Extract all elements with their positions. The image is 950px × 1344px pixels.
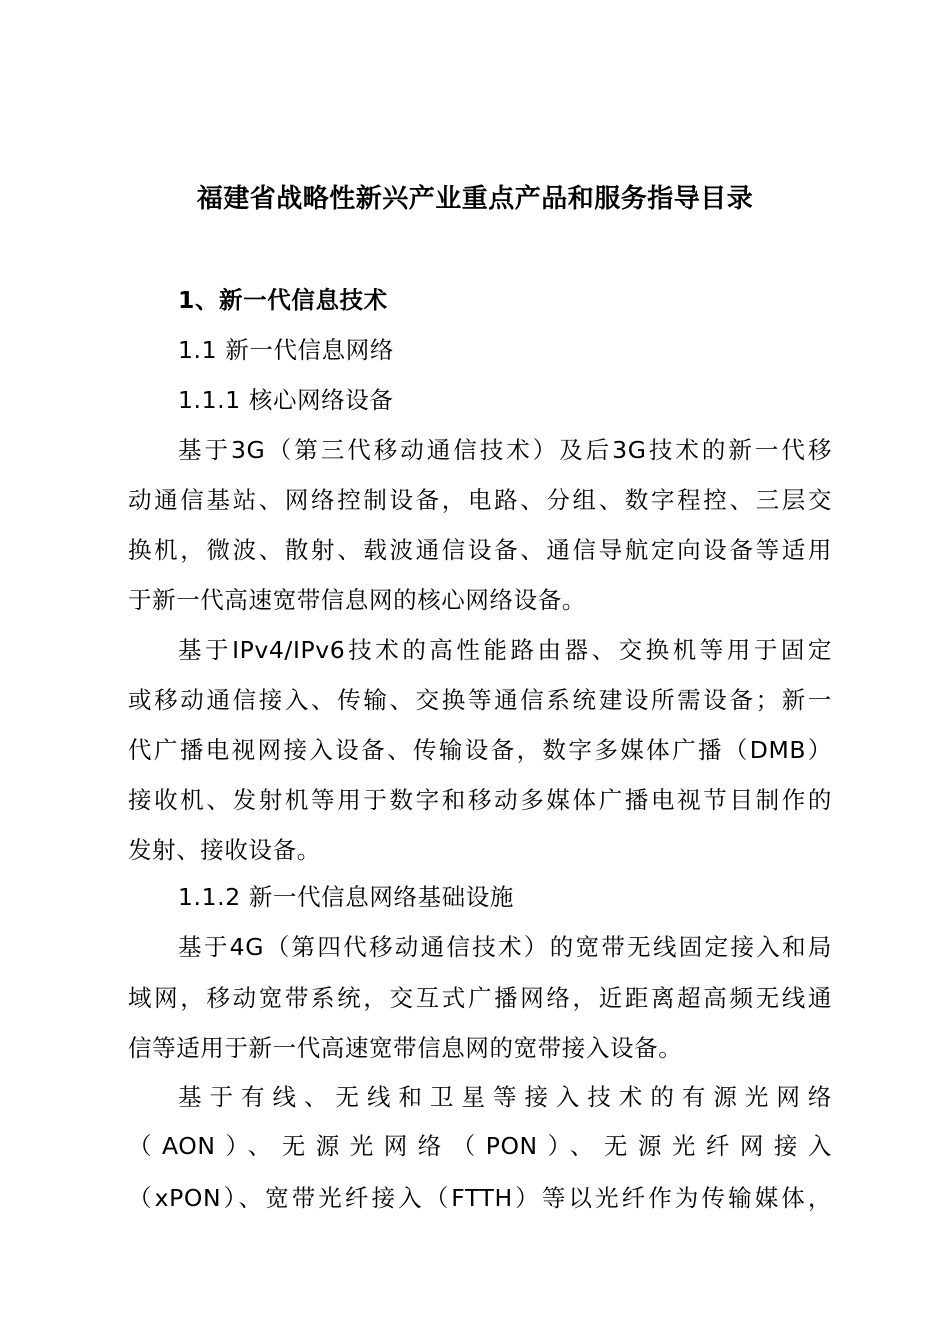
paragraph-2-line-4: 接收机、发射机等用于数字和移动多媒体广播电视节目制作的 xyxy=(128,786,832,814)
paragraph-1-line-3: 换机，微波、散射、载波通信设备、通信导航定向设备等适用 xyxy=(128,536,832,564)
paragraph-3-line-3: 信等适用于新一代高速宽带信息网的宽带接入设备。 xyxy=(128,1034,683,1062)
paragraph-3-line-2: 域网，移动宽带系统，交互式广播网络，近距离超高频无线通 xyxy=(128,984,832,1012)
paragraph-2-line-3: 代广播电视网接入设备、传输设备，数字多媒体广播（DMB） xyxy=(128,736,832,764)
paragraph-2-line-2: 或移动通信接入、传输、交换等通信系统建设所需设备；新一 xyxy=(128,686,832,714)
section-heading-1-1-1: 1.1.1 核心网络设备 xyxy=(178,386,394,414)
document-title: 福建省战略性新兴产业重点产品和服务指导目录 xyxy=(196,184,754,214)
paragraph-1-line-2: 动通信基站、网络控制设备，电路、分组、数字程控、三层交 xyxy=(128,486,832,514)
paragraph-1-line-4: 于新一代高速宽带信息网的核心网络设备。 xyxy=(128,586,586,614)
section-heading-1: 1、新一代信息技术 xyxy=(178,286,388,314)
paragraph-2-line-5: 发射、接收设备。 xyxy=(128,836,321,864)
section-heading-1-1-2: 1.1.2 新一代信息网络基础设施 xyxy=(178,883,514,911)
paragraph-4-line-2: （AON）、无源光网络（PON）、无源光纤网接入 xyxy=(128,1132,832,1160)
section-heading-1-1: 1.1 新一代信息网络 xyxy=(178,336,394,364)
paragraph-4-line-3: （xPON）、宽带光纤接入（FTTH）等以光纤作为传输媒体， xyxy=(128,1184,832,1212)
paragraph-1-line-1: 基于3G（第三代移动通信技术）及后3G技术的新一代移 xyxy=(178,436,832,464)
paragraph-3-line-1: 基于4G（第四代移动通信技术）的宽带无线固定接入和局 xyxy=(178,933,832,961)
paragraph-4-line-1: 基于有线、无线和卫星等接入技术的有源光网络 xyxy=(178,1083,832,1111)
paragraph-2-line-1: 基于IPv4/IPv6技术的高性能路由器、交换机等用于固定 xyxy=(178,636,832,664)
